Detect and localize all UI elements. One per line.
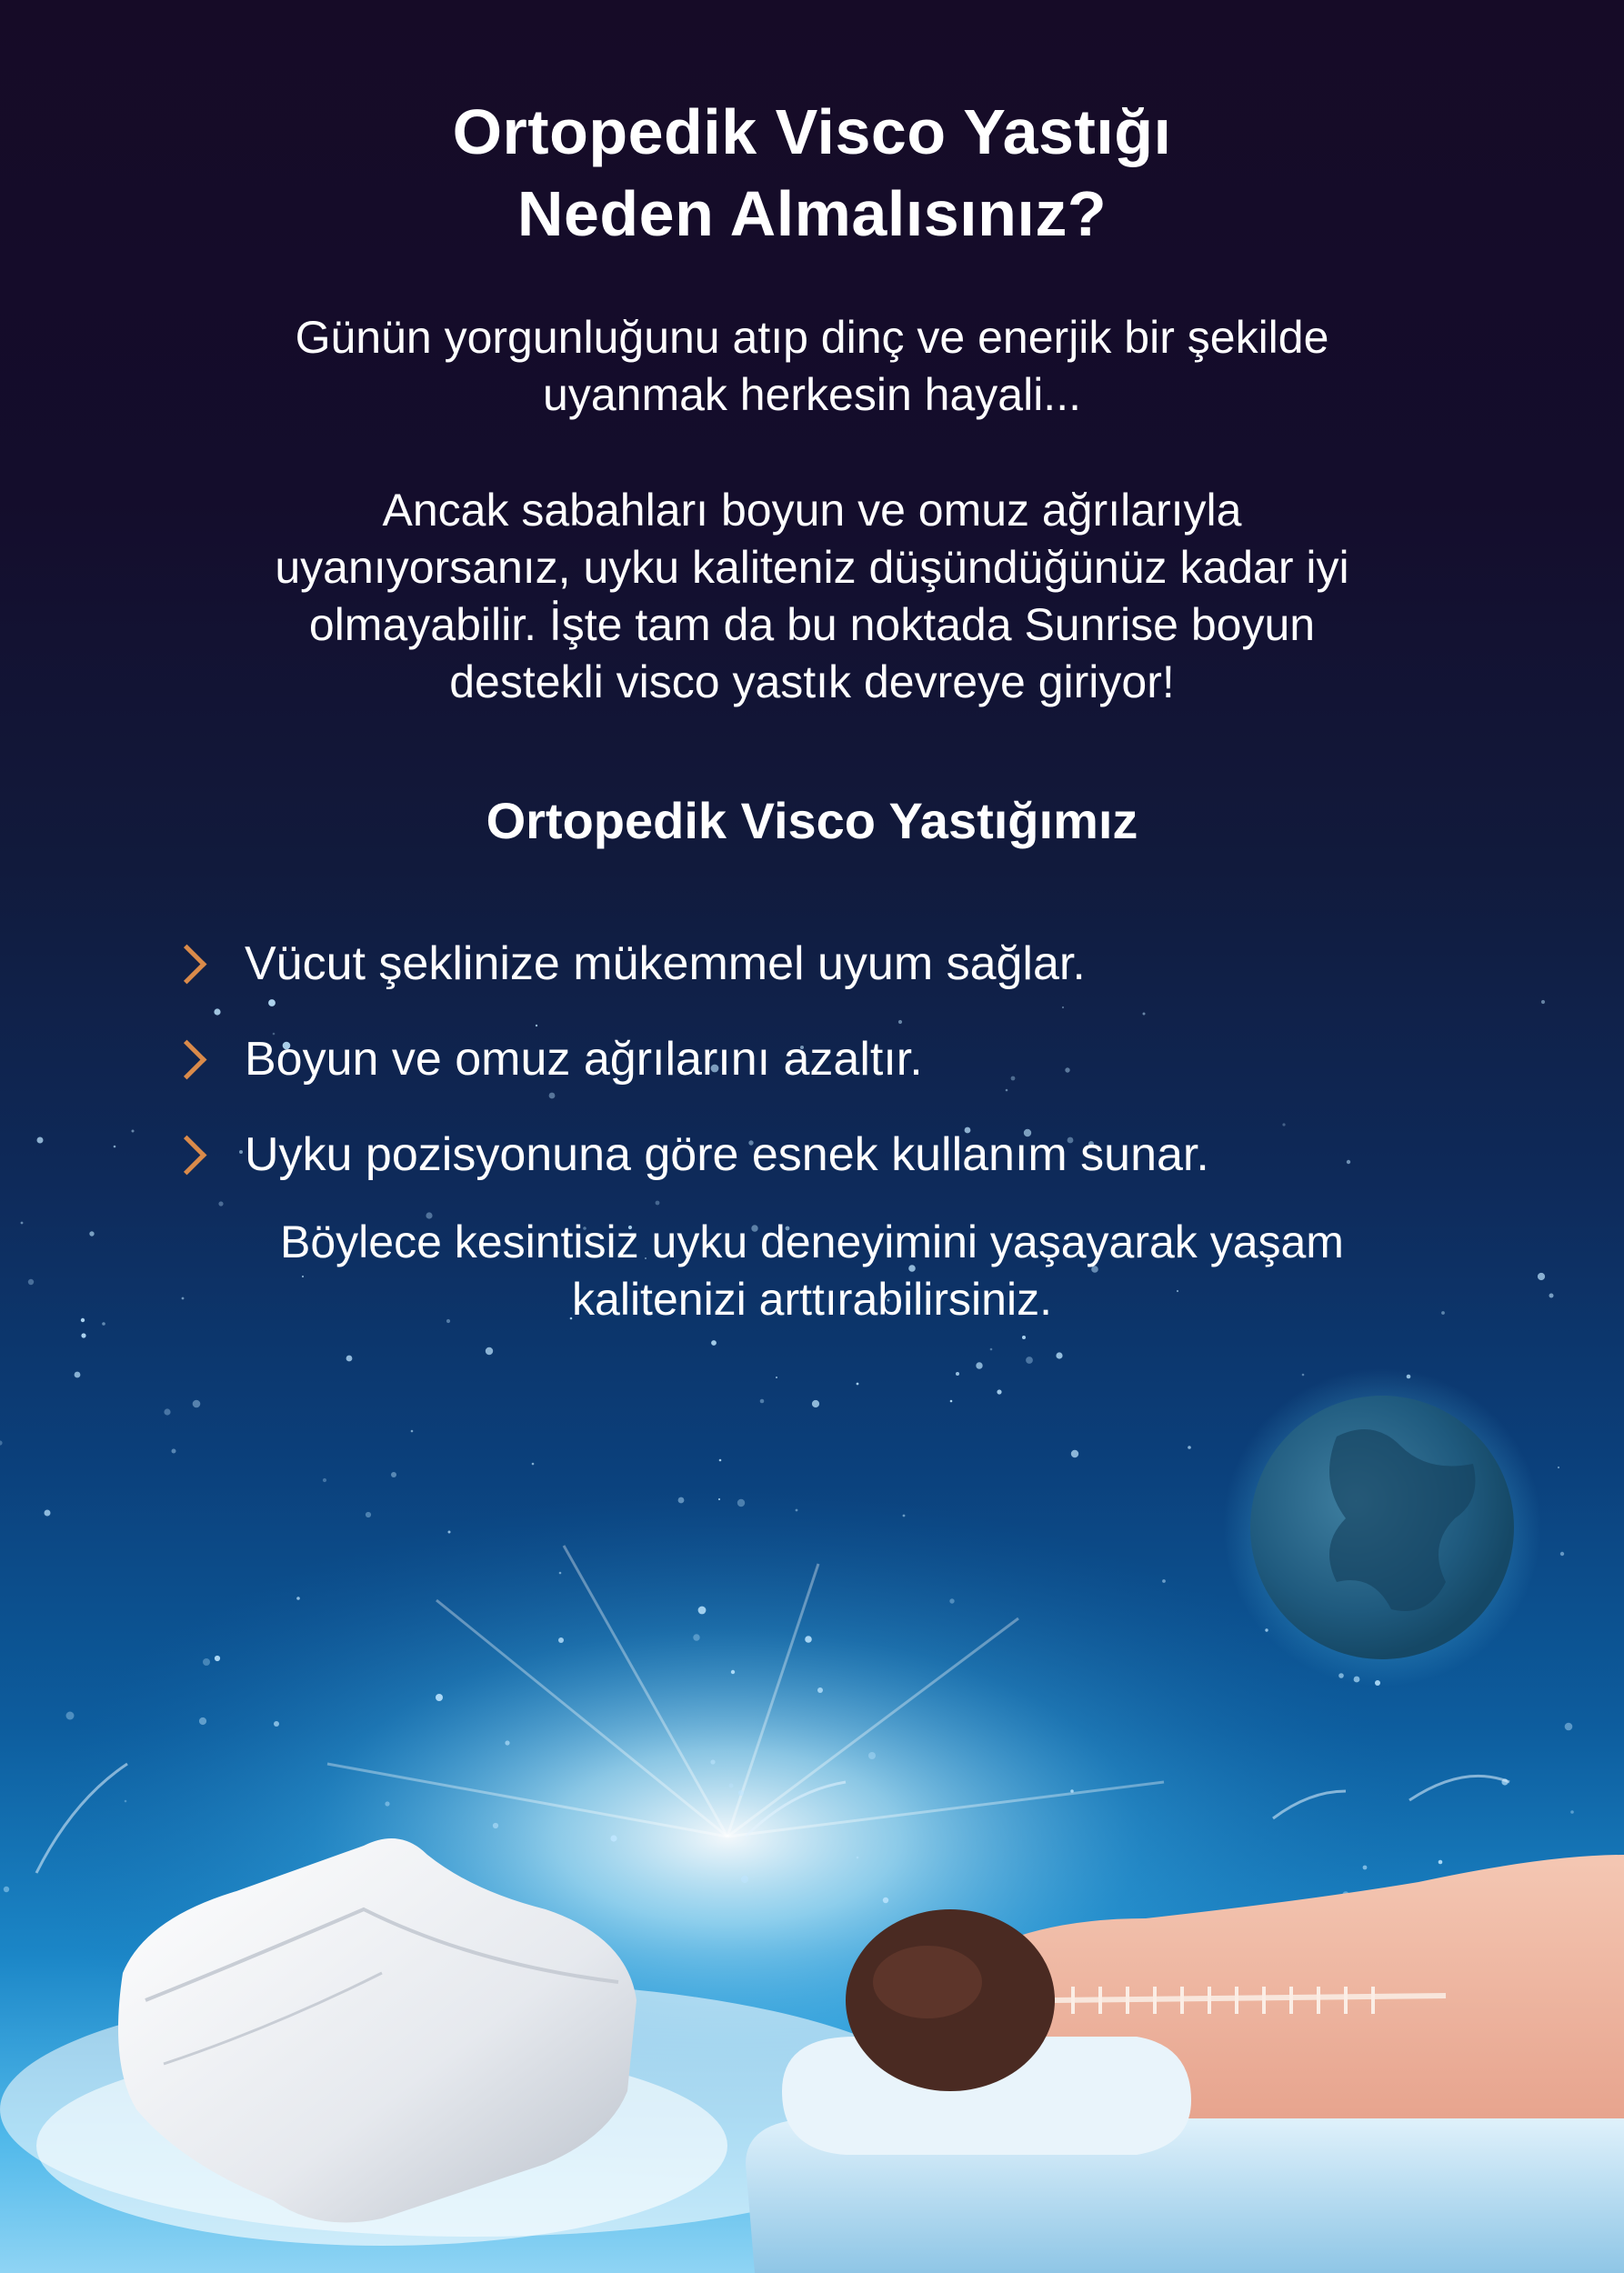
- star: [45, 1510, 51, 1517]
- star: [812, 1400, 819, 1407]
- star: [760, 1399, 765, 1404]
- star: [1565, 1723, 1573, 1731]
- star: [81, 1318, 85, 1322]
- star: [536, 1025, 537, 1026]
- star: [274, 1721, 279, 1727]
- star: [883, 1898, 888, 1903]
- star: [199, 1717, 206, 1725]
- intro-paragraph: [109, 309, 1515, 424]
- star: [737, 1499, 745, 1507]
- star: [1439, 1860, 1443, 1865]
- star: [1143, 1013, 1146, 1016]
- star: [89, 1231, 94, 1236]
- star: [1302, 1374, 1305, 1377]
- star: [997, 1389, 1001, 1394]
- star: [549, 1093, 556, 1099]
- star: [486, 1347, 493, 1355]
- star: [1570, 1810, 1574, 1814]
- star: [1026, 1357, 1033, 1364]
- star: [949, 1598, 954, 1603]
- star: [66, 1712, 75, 1720]
- feature-item: [173, 1032, 923, 1086]
- star: [976, 1362, 982, 1368]
- star: [203, 1658, 210, 1666]
- problem-paragraph: [109, 482, 1515, 711]
- chevron-right-icon: [167, 1039, 207, 1079]
- star: [411, 1430, 414, 1433]
- intro-line-1: Günün yorgunluğunu atıp dinç ve enerjik bir şekilde: [295, 312, 1329, 363]
- star: [857, 1383, 859, 1386]
- problem-line-3: olmayabilir. İşte tam da bu noktada Sunrise boyun: [308, 599, 1316, 650]
- problem-line-1: Ancak sabahları boyun ve omuz ağrılarıyla: [382, 485, 1242, 536]
- problem-line-2: uyanıyorsanız, uyku kaliteniz düşündüğünüz kadar iyi: [275, 542, 1349, 593]
- star: [698, 1607, 707, 1615]
- star: [711, 1340, 717, 1346]
- star: [114, 1146, 116, 1148]
- star: [741, 1876, 748, 1883]
- star: [678, 1497, 685, 1504]
- star: [868, 1752, 876, 1759]
- star: [857, 1857, 859, 1859]
- star: [4, 1887, 9, 1892]
- star: [1560, 1552, 1564, 1556]
- star: [385, 1801, 389, 1806]
- star: [817, 1687, 823, 1693]
- star: [1006, 1089, 1008, 1092]
- star: [610, 1835, 617, 1841]
- chevron-right-icon: [167, 1135, 207, 1175]
- star: [1549, 1294, 1554, 1298]
- star: [164, 1408, 170, 1415]
- star: [718, 1498, 720, 1500]
- intro-line-2: uyanmak herkesin hayali...: [543, 369, 1081, 420]
- star: [1065, 1067, 1069, 1072]
- star: [903, 1515, 906, 1517]
- star: [505, 1740, 509, 1745]
- title-line-1: Ortopedik Visco Yastığı: [452, 96, 1172, 167]
- star: [731, 1670, 735, 1674]
- chevron-right-icon: [167, 944, 207, 984]
- star: [132, 1130, 135, 1133]
- features-title: Ortopedik Visco Yastığımız: [486, 792, 1138, 849]
- star: [1162, 1579, 1166, 1583]
- star: [193, 1400, 201, 1408]
- star: [805, 1636, 812, 1643]
- star: [559, 1572, 562, 1575]
- star: [346, 1356, 353, 1362]
- star: [214, 1008, 220, 1015]
- star: [1062, 1006, 1064, 1008]
- title-line-2: Neden Almalısınız?: [516, 178, 1108, 249]
- star: [729, 1784, 734, 1788]
- star: [1282, 1123, 1285, 1126]
- star: [493, 1823, 498, 1828]
- star: [1188, 1446, 1191, 1449]
- star: [693, 1634, 699, 1640]
- star: [532, 1463, 535, 1466]
- star: [656, 1201, 660, 1206]
- star: [125, 1800, 127, 1803]
- star: [719, 1459, 722, 1462]
- star: [21, 1222, 24, 1225]
- feature-text: Uyku pozisyonuna göre esnek kullanım sunar.: [245, 1128, 1209, 1181]
- closing-paragraph: [109, 1214, 1515, 1328]
- star: [172, 1449, 176, 1454]
- feature-text: Boyun ve omuz ağrılarını azaltır.: [245, 1033, 923, 1086]
- star: [391, 1472, 396, 1477]
- star: [738, 1790, 744, 1796]
- feature-item: [173, 1127, 1209, 1182]
- star: [1558, 1467, 1559, 1468]
- star: [956, 1372, 959, 1376]
- feature-item: [173, 936, 1086, 991]
- star: [1363, 1866, 1368, 1870]
- star: [215, 1656, 220, 1661]
- star: [1071, 1450, 1078, 1457]
- star: [1541, 1000, 1545, 1004]
- star: [436, 1694, 443, 1701]
- star: [950, 1400, 953, 1403]
- problem-line-4: destekli visco yastık devreye giriyor!: [449, 656, 1175, 707]
- closing-line-1: Böylece kesintisiz uyku deneyimini yaşayarak yaşam: [280, 1217, 1344, 1267]
- star: [796, 1509, 798, 1512]
- star: [218, 1201, 223, 1206]
- star: [268, 999, 276, 1006]
- star: [1347, 1160, 1350, 1164]
- star: [1538, 1273, 1545, 1280]
- star: [296, 1597, 300, 1600]
- star: [37, 1137, 44, 1144]
- closing-line-2: kalitenizi arttırabilirsiniz.: [572, 1274, 1052, 1325]
- page-title: [0, 91, 1624, 255]
- star: [102, 1322, 105, 1326]
- feature-text: Vücut şeklinize mükemmel uyum sağlar.: [245, 937, 1086, 990]
- star: [28, 1279, 34, 1285]
- star: [75, 1372, 81, 1378]
- star: [0, 1440, 3, 1445]
- star: [710, 1759, 715, 1764]
- star: [990, 1348, 993, 1351]
- star: [776, 1377, 777, 1378]
- star: [558, 1637, 564, 1643]
- star: [1011, 1076, 1016, 1081]
- star: [323, 1478, 326, 1482]
- star: [1056, 1352, 1062, 1358]
- star: [81, 1333, 85, 1337]
- star: [1022, 1336, 1026, 1339]
- star: [366, 1512, 371, 1517]
- star: [448, 1531, 451, 1534]
- star: [1070, 1789, 1074, 1793]
- star: [898, 1020, 902, 1024]
